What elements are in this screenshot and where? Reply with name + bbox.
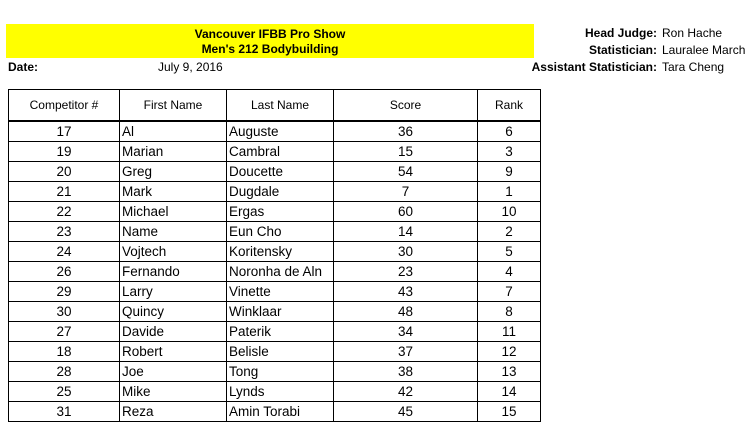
cell-rank: 6 [478,121,541,142]
cell-score: 48 [334,302,478,322]
title-banner [6,24,534,58]
cell-last-name: Dugdale [227,182,334,202]
cell-competitor-number: 20 [9,162,120,182]
table-row [9,282,541,302]
cell-last-name: Amin Torabi [227,402,334,422]
cell-last-name: Lynds [227,382,334,402]
cell-score: 42 [334,382,478,402]
cell-competitor-number: 30 [9,302,120,322]
cell-competitor-number: 25 [9,382,120,402]
header-score: Score [334,90,478,122]
cell-rank: 7 [478,282,541,302]
cell-first-name: Name [120,222,227,242]
cell-first-name: Marian [120,142,227,162]
statistician-label: Statistician: [588,43,657,57]
cell-rank: 13 [478,362,541,382]
cell-first-name: Greg [120,162,227,182]
cell-score: 15 [334,142,478,162]
cell-last-name: Noronha de Aln [227,262,334,282]
table-row [9,382,541,402]
cell-last-name: Doucette [227,162,334,182]
table-row [9,242,541,262]
cell-rank: 11 [478,322,541,342]
cell-last-name: Ergas [227,202,334,222]
statistician-value: Lauralee March [662,43,746,57]
header-last-name: Last Name [227,90,334,122]
cell-first-name: Robert [120,342,227,362]
cell-score: 54 [334,162,478,182]
results-table [8,89,541,422]
cell-first-name: Mike [120,382,227,402]
cell-rank: 15 [478,402,541,422]
cell-first-name: Al [120,121,227,142]
cell-last-name: Cambral [227,142,334,162]
cell-first-name: Joe [120,362,227,382]
cell-first-name: Quincy [120,302,227,322]
table-row [9,162,541,182]
cell-last-name: Paterik [227,322,334,342]
cell-score: 36 [334,121,478,142]
table-row [9,222,541,242]
cell-first-name: Davide [120,322,227,342]
cell-rank: 3 [478,142,541,162]
cell-score: 38 [334,362,478,382]
cell-competitor-number: 23 [9,222,120,242]
cell-competitor-number: 21 [9,182,120,202]
cell-first-name: Fernando [120,262,227,282]
cell-score: 60 [334,202,478,222]
cell-score: 43 [334,282,478,302]
cell-score: 34 [334,322,478,342]
event-subtitle: Men's 212 Bodybuilding [201,42,339,56]
cell-competitor-number: 28 [9,362,120,382]
cell-score: 45 [334,402,478,422]
table-row [9,402,541,422]
assistant-statistician-label: Assistant Statistician: [531,60,657,74]
table-row [9,302,541,322]
cell-last-name: Auguste [227,121,334,142]
cell-rank: 4 [478,262,541,282]
cell-score: 30 [334,242,478,262]
table-row [9,202,541,222]
cell-rank: 2 [478,222,541,242]
table-row [9,142,541,162]
assistant-statistician-value: Tara Cheng [662,60,725,74]
cell-last-name: Belisle [227,342,334,362]
cell-last-name: Koritensky [227,242,334,262]
cell-last-name: Eun Cho [227,222,334,242]
table-row [9,322,541,342]
cell-first-name: Larry [120,282,227,302]
table-body [9,121,541,422]
cell-competitor-number: 27 [9,322,120,342]
table-row [9,342,541,362]
table-row [9,262,541,282]
cell-last-name: Winklaar [227,302,334,322]
cell-last-name: Tong [227,362,334,382]
cell-competitor-number: 24 [9,242,120,262]
header-competitor-number: Competitor # [9,90,120,122]
cell-rank: 8 [478,302,541,322]
cell-rank: 12 [478,342,541,362]
date-value: July 9, 2016 [158,60,223,74]
table-header-row [9,90,541,122]
cell-rank: 9 [478,162,541,182]
date-label: Date: [8,60,39,74]
head-judge-value: Ron Hache [662,26,723,40]
cell-competitor-number: 26 [9,262,120,282]
table-row [9,362,541,382]
header-first-name: First Name [120,90,227,122]
cell-competitor-number: 29 [9,282,120,302]
header-rank: Rank [478,90,541,122]
cell-first-name: Vojtech [120,242,227,262]
cell-competitor-number: 31 [9,402,120,422]
cell-score: 14 [334,222,478,242]
cell-score: 37 [334,342,478,362]
cell-rank: 10 [478,202,541,222]
table-row [9,182,541,202]
cell-first-name: Reza [120,402,227,422]
cell-rank: 1 [478,182,541,202]
cell-rank: 5 [478,242,541,262]
cell-competitor-number: 22 [9,202,120,222]
cell-competitor-number: 19 [9,142,120,162]
head-judge-label: Head Judge: [584,26,657,40]
cell-competitor-number: 17 [9,121,120,142]
cell-score: 23 [334,262,478,282]
cell-score: 7 [334,182,478,202]
cell-first-name: Michael [120,202,227,222]
cell-first-name: Mark [120,182,227,202]
cell-last-name: Vinette [227,282,334,302]
event-title: Vancouver IFBB Pro Show [194,27,346,41]
cell-rank: 14 [478,382,541,402]
table-row [9,121,541,142]
cell-competitor-number: 18 [9,342,120,362]
